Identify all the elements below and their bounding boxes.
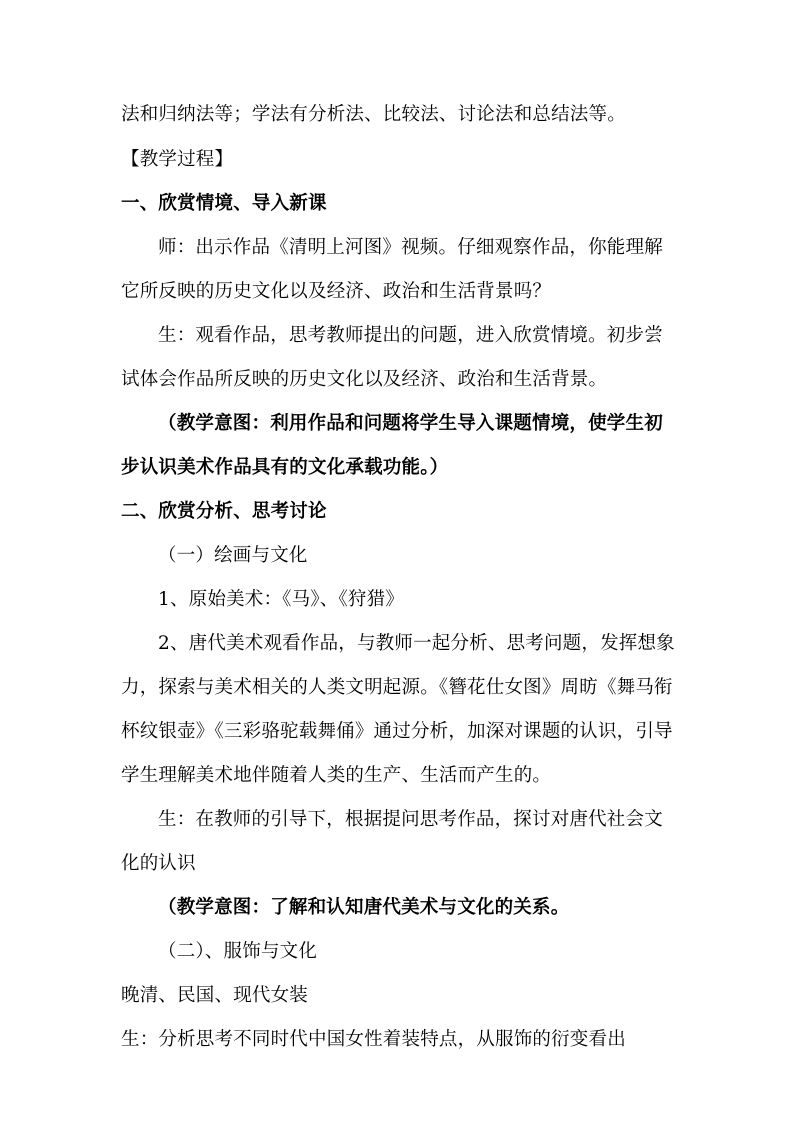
section-heading-teaching-process: 【教学过程】 [121, 149, 234, 170]
student-clothing-line: 生：分析思考不同时代中国女性着装特点，从服饰的衍变看出 [121, 1029, 626, 1050]
teaching-intent-2: （教学意图：了解和认知唐代美术与文化的关系。 [158, 897, 570, 918]
teaching-intent-1-line-1: （教学意图：利用作品和问题将学生导入课题情境，使学生初 [158, 413, 663, 434]
student-line-1: 生：观看作品，思考教师提出的问题，进入欣赏情境。初步尝 [158, 325, 663, 346]
student-line-2: 试体会作品所反映的历史文化以及经济、政治和生活背景。 [121, 369, 608, 390]
women-clothing-line: 晚清、民国、现代女装 [121, 985, 309, 1006]
primitive-art-line: 1、原始美术：《马》、《狩猎》 [158, 589, 405, 610]
teacher-line-1: 师：出示作品《清明上河图》视频。仔细观察作品，你能理解 [158, 237, 663, 258]
student-tang-line-2: 化的认识 [121, 853, 196, 874]
section-heading-two: 二、欣赏分析、思考讨论 [121, 501, 327, 522]
tang-art-line-4: 学生理解美术地伴随着人类的生产、生活而产生的。 [121, 765, 552, 786]
paragraph-methods: 法和归纳法等；学法有分析法、比较法、讨论法和总结法等。 [121, 104, 626, 125]
tang-art-line-1: 2、唐代美术观看作品，与教师一起分析、思考问题，发挥想象 [158, 633, 675, 654]
teaching-intent-1-line-2: 步认识美术作品具有的文化承载功能。） [121, 457, 449, 478]
tang-art-line-2: 力，探索与美术相关的人类文明起源。《簪花仕女图》周昉《舞马衔 [121, 677, 673, 698]
subheading-painting-culture: （一）绘画与文化 [158, 545, 308, 566]
section-heading-one: 一、欣赏情境、导入新课 [121, 193, 327, 214]
teacher-line-2: 它所反映的历史文化以及经济、政治和生活背景吗？ [121, 281, 552, 302]
subheading-clothing-culture: （二）、服饰与文化 [158, 941, 318, 962]
tang-art-line-3: 杯纹银壶》《三彩骆驼载舞俑》通过分析，加深对课题的认识，引导 [121, 721, 673, 742]
student-tang-line-1: 生：在教师的引导下，根据提问思考作品，探讨对唐代社会文 [158, 809, 663, 830]
